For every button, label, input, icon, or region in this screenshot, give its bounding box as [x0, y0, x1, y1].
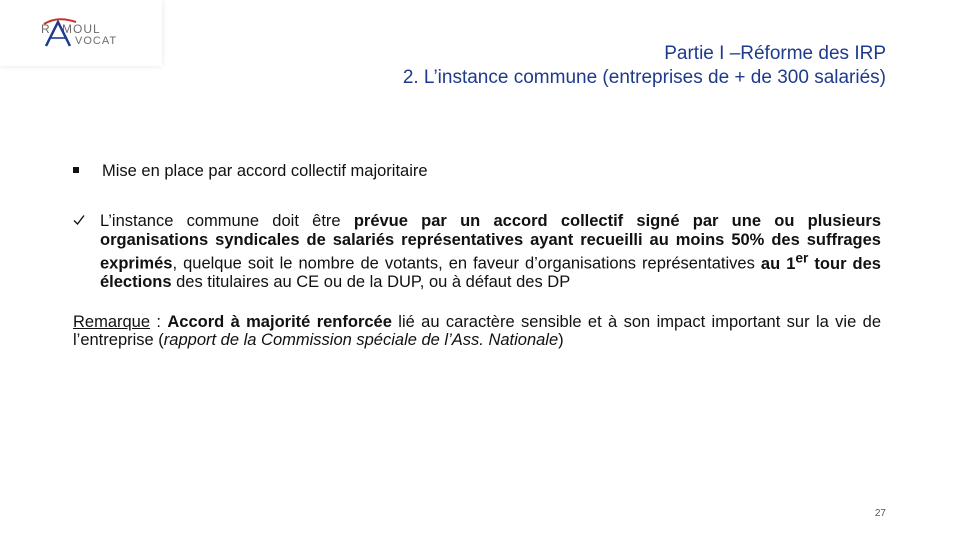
check-bold-2b: tour des élections [100, 254, 881, 292]
remark-paragraph [73, 313, 881, 350]
check-text-1: L’instance commune doit être [100, 212, 354, 230]
check-bold-2a: au 1 [760, 254, 796, 273]
remark-text-1: lié au caractère sensible et à son impact important sur la vie de l’entreprise ( [73, 312, 881, 350]
check-bold-1: prévue par un accord collectif signé par une ou plusieurs organisations syndicales de salariés représentatives ayant recueilli au moins 50% des suffrages exprimés [100, 212, 881, 273]
logo [0, 0, 162, 66]
ramoul-avocat-logo [0, 0, 162, 66]
check-text-3: des titulaires au CE ou de la DUP, ou à défaut des DP [171, 273, 571, 292]
svg-text:VOCAT: VOCAT [75, 35, 118, 47]
check-text-2: , quelque soit le nombre de votants, en faveur d’organisations représentatives [172, 254, 761, 273]
bullet-text: Mise en place par accord collectif majoritaire [102, 162, 428, 180]
remark-separator: : [150, 312, 168, 331]
remark-italic: rapport de la Commission spéciale de l’Ass. Nationale [163, 331, 559, 350]
remark-bold: Accord à majorité renforcée [167, 312, 392, 331]
remark-text-2: ) [558, 331, 564, 350]
bullet-item [73, 160, 881, 184]
check-text [100, 212, 881, 292]
check-item [73, 212, 881, 292]
remark-label: Remarque [73, 312, 151, 331]
title-line-1: Partie I –Réforme des IRP [664, 43, 886, 64]
svg-text:MOUL: MOUL [62, 22, 101, 36]
page-number: 27 [874, 508, 886, 519]
checkmark-icon [73, 214, 85, 226]
title-line-2: 2. L’instance commune (entreprises de + de 300 salariés) [402, 67, 886, 88]
svg-text:R: R [41, 22, 50, 36]
slide-title [403, 42, 886, 90]
slide-content [73, 160, 881, 350]
check-superscript: er [795, 250, 809, 266]
square-bullet-icon [73, 167, 79, 173]
